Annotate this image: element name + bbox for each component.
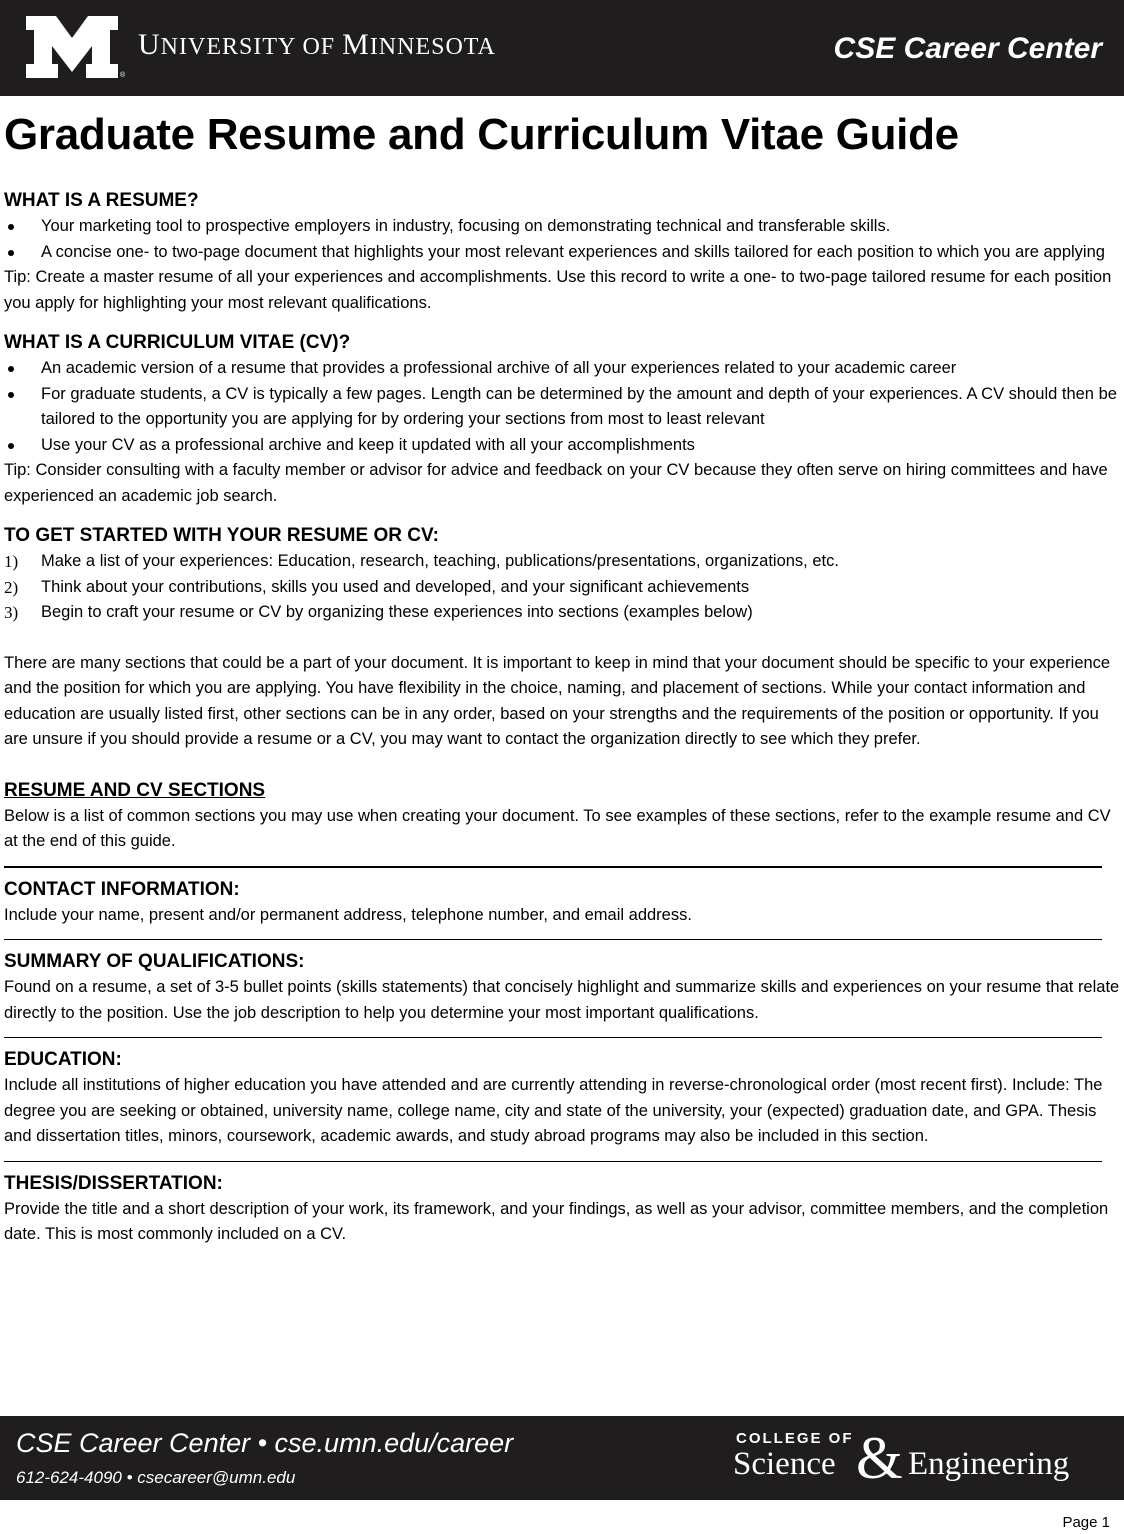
page-number: Page 1	[1062, 1514, 1110, 1531]
footer-center-url: CSE Career Center • cse.umn.edu/career	[16, 1428, 514, 1458]
resume-heading: WHAT IS A RESUME?	[4, 190, 199, 211]
ampersand-mark: &	[856, 1425, 903, 1491]
started-steps	[4, 549, 1120, 626]
cv-bullets	[4, 356, 1120, 458]
block-m-logo-icon	[22, 16, 126, 79]
education-heading: EDUCATION:	[4, 1049, 122, 1070]
science-word: Science	[733, 1446, 836, 1482]
list-item: Use your CV as a professional archive and keep it updated with all your accomplishments	[4, 433, 1120, 459]
divider	[4, 1161, 1102, 1162]
summary-heading: SUMMARY OF QUALIFICATIONS:	[4, 951, 305, 972]
resume-bullets	[4, 214, 1120, 265]
document-body	[4, 106, 1120, 1248]
list-item: 1) Make a list of your experiences: Education, research, teaching, publications/presentations, organizations, etc.	[4, 552, 839, 571]
page-title: Graduate Resume and Curriculum Vitae Guide	[4, 110, 959, 159]
cv-heading: WHAT IS A CURRICULUM VITAE (CV)?	[4, 332, 351, 353]
cv-tip: Tip: Consider consulting with a faculty member or advisor for advice and feedback on your CV because they often serve on hiring committees and have experienced an academic job search.	[4, 461, 1108, 505]
sections-heading: RESUME AND CV SECTIONS	[4, 779, 266, 801]
center-name: CSE Career Center	[833, 32, 1102, 65]
sections-intro-text: Below is a list of common sections you may use when creating your document. To see examples of these sections, refer to the example resume and CV at the end of this guide.	[4, 806, 1111, 850]
education-text: Include all institutions of higher education you have attended and are currently attending in reverse-chronological order (most recent first). Include: The degree you are seeking or obtained, university name, college name, city and state of the university, your (expected) graduation date, and GPA. Thesis and dissertation titles, minors, coursework, academic awards, and study abroad programs may also be included in this section.	[4, 1076, 1103, 1145]
summary-text: Found on a resume, a set of 3-5 bullet points (skills statements) that concisely highlight and summarize skills and experiences on your resume that relate directly to the position. Use the job description to help you determine your most important qualifications.	[4, 978, 1120, 1022]
started-heading: TO GET STARTED WITH YOUR RESUME OR CV:	[4, 525, 439, 546]
started-paragraph: There are many sections that could be a part of your document. It is important to keep in mind that your document should be specific to your experience and the position for which you are applying. You have flexibility in the choice, naming, and placement of sections. While your contact information and education are usually listed first, other sections can be in any order, based on your strengths and the requirements of the position or opportunity. If you are unsure if you should provide a resume or a CV, you may want to contact the organization directly to see which they prefer.	[4, 653, 1111, 748]
contact-heading: CONTACT INFORMATION:	[4, 878, 240, 900]
header-banner	[0, 0, 1124, 96]
list-item: An academic version of a resume that provides a professional archive of all your experiences related to your academic career	[4, 356, 1120, 382]
footer-banner	[0, 1416, 1124, 1500]
list-item: Your marketing tool to prospective employers in industry, focusing on demonstrating technical and transferable skills.	[4, 214, 1120, 240]
thesis-text: Provide the title and a short description of your work, its framework, and your findings, as well as your advisor, committee members, and the completion date. This is most commonly included on a CV.	[4, 1199, 1109, 1243]
list-item: 2) Think about your contributions, skills you used and developed, and your significant achievements	[4, 577, 750, 597]
thesis-heading: THESIS/DISSERTATION:	[4, 1172, 223, 1194]
university-name: UNIVERSITY OF MINNESOTA	[138, 28, 496, 61]
college-of-label: COLLEGE OF	[736, 1430, 854, 1447]
resume-tip: Tip: Create a master resume of all your experiences and accomplishments. Use this record to write a one- to two-page tailored resume for each position you apply for highlighting your most relevant qualifications.	[4, 268, 1112, 312]
divider	[4, 1037, 1102, 1038]
footer-contact: 612-624-4090 • csecareer@umn.edu	[16, 1468, 296, 1487]
list-item: A concise one- to two-page document that highlights your most relevant experiences and skills tailored for each position to which you are applying	[4, 240, 1120, 266]
list-item: 3) Begin to craft your resume or CV by organizing these experiences into sections (examples below)	[4, 603, 753, 622]
divider	[4, 939, 1102, 940]
list-item: For graduate students, a CV is typically a few pages. Length can be determined by the amount and depth of your experiences. A CV should then be tailored to the opportunity you are applying for by ordering your sections from most to least relevant	[4, 382, 1120, 433]
registered-mark: ®	[120, 72, 126, 79]
engineering-word: Engineering	[908, 1446, 1070, 1482]
divider	[4, 866, 1102, 868]
contact-text: Include your name, present and/or permanent address, telephone number, and email address.	[4, 905, 692, 924]
